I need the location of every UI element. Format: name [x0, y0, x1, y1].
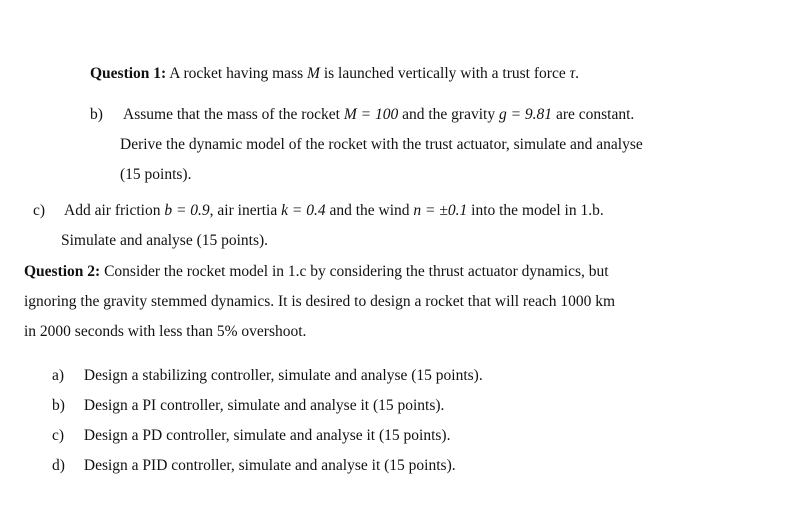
q1b-line-3: (15 points).	[120, 166, 192, 183]
question-1-heading	[90, 64, 579, 84]
q2-item-d	[52, 456, 456, 476]
q2-item-c	[52, 426, 450, 446]
q2-item-label: c)	[52, 427, 65, 444]
q2-item-label: d)	[52, 457, 65, 474]
question-2-line-2: ignoring the gravity stemmed dynamics. It is desired to design a rocket that will reach 1000 km	[24, 293, 616, 310]
question-1-label: Question 1:	[90, 65, 167, 82]
question-2-label: Question 2:	[24, 263, 101, 280]
q2-item-label: a)	[52, 367, 65, 384]
q2-item-text: Design a PID controller, simulate and analyse it (15 points).	[83, 457, 456, 474]
q2-item-text: Design a PD controller, simulate and analyse it (15 points).	[83, 427, 451, 444]
q1c-equation-inertia: k = 0.4	[281, 202, 326, 219]
q2-item-label: b)	[52, 397, 65, 414]
q1b-text-a: Assume that the mass of the rocket	[123, 106, 340, 123]
q2-item-b	[52, 396, 444, 416]
q1c-text-d: into the model in 1.b.	[471, 202, 604, 219]
symbol-M: M	[307, 65, 320, 82]
symbol-tau: τ	[569, 65, 576, 82]
period: .	[575, 65, 580, 82]
question-1-text-b: is launched vertically with a trust force	[323, 65, 566, 82]
q1b-text-c: are constant.	[555, 106, 635, 123]
q2-item-text: Design a stabilizing controller, simulate and analyse (15 points).	[83, 367, 483, 384]
q1c-line-2: Simulate and analyse (15 points).	[61, 232, 269, 249]
q1b-equation-gravity: g = 9.81	[498, 106, 553, 123]
question-2-line-3: in 2000 seconds with less than 5% overshoot.	[24, 323, 307, 340]
q1c-equation-friction: b = 0.9	[164, 202, 210, 219]
q1b-text-b: and the gravity	[402, 106, 496, 123]
q1c-equation-wind: n = ±0.1	[413, 202, 468, 219]
q1c-label: c)	[33, 202, 46, 219]
q1c-text-b: , air inertia	[209, 202, 278, 219]
q1b-line-2: Derive the dynamic model of the rocket with the trust actuator, simulate and analyse	[120, 136, 643, 153]
q2-item-a	[52, 366, 483, 386]
q1c-text-c: and the wind	[329, 202, 410, 219]
question-2-text-1: Consider the rocket model in 1.c by considering the thrust actuator dynamics, but	[104, 263, 609, 280]
question-2-line-1	[24, 262, 609, 282]
q1c-text-a: Add air friction	[64, 202, 161, 219]
q1b-line-1	[90, 105, 634, 125]
q1c-line-1	[33, 201, 604, 221]
question-1-text-a: A rocket having mass	[169, 65, 304, 82]
q1b-label: b)	[90, 106, 103, 123]
q1b-equation-mass: M = 100	[343, 106, 399, 123]
q2-item-text: Design a PI controller, simulate and analyse it (15 points).	[83, 397, 445, 414]
